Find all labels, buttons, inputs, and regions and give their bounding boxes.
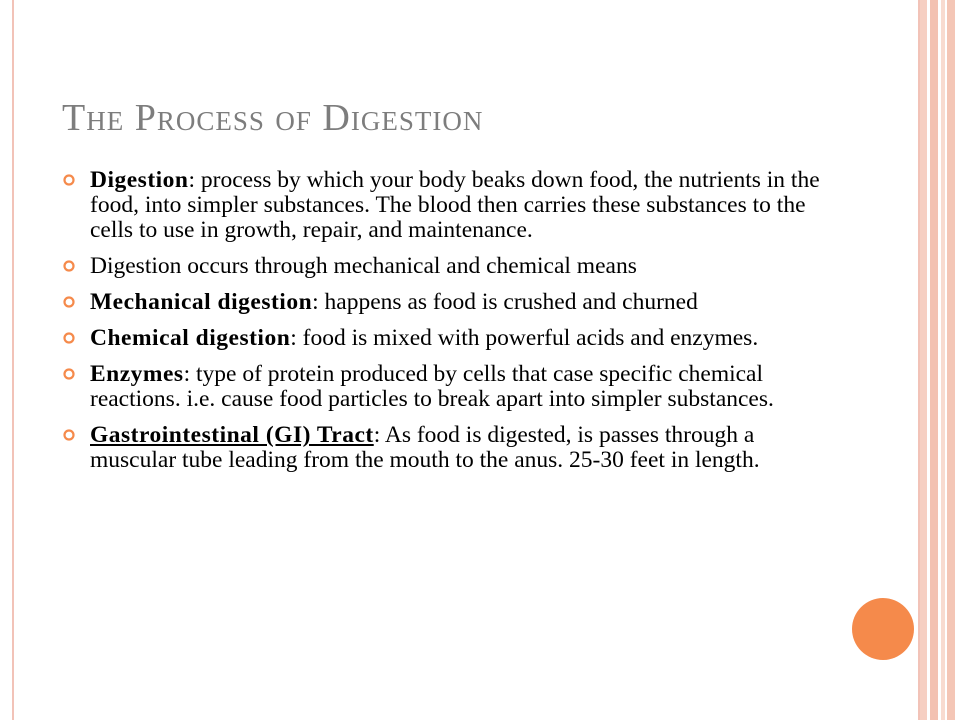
bullet-term: Enzymes	[90, 361, 184, 387]
stripe	[947, 0, 955, 720]
bullet-text: Digestion occurs through mechanical and chemical means	[90, 253, 637, 279]
decorative-stripes	[920, 0, 960, 720]
stripe	[941, 0, 945, 720]
bullet-list	[62, 168, 832, 484]
open-circle-bullet-icon	[62, 254, 76, 279]
bullet-item	[62, 362, 832, 412]
bullet-text: : As food is digested, is passes through a muscular tube leading from the mouth to the anus. 25-30 feet in length.	[90, 422, 760, 473]
open-circle-bullet-icon	[62, 362, 76, 387]
bullet-text: : type of protein produced by cells that case specific chemical reactions. i.e. cause food particles to break apart into simpler substances.	[90, 361, 774, 412]
bullet-text: : process by which your body beaks down food, the nutrients in the food, into simpler substances. The blood then carries these substances to the cells to use in growth, repair, and maintenance.	[90, 167, 820, 243]
bullet-term: Chemical digestion	[90, 325, 291, 351]
bullet-text: : happens as food is crushed and churned	[312, 289, 698, 315]
bullet-item	[62, 326, 832, 351]
bullet-item	[62, 290, 832, 315]
accent-circle	[852, 598, 914, 660]
bullet-term: Digestion	[90, 167, 189, 193]
bullet-term: Mechanical digestion	[90, 289, 313, 315]
open-circle-bullet-icon	[62, 423, 76, 448]
bullet-term: Gastrointestinal (GI) Tract	[90, 422, 374, 448]
stripe	[930, 0, 938, 720]
stripe	[920, 0, 927, 720]
slide-title: The Process of Digestion	[62, 97, 484, 139]
bullet-item	[62, 168, 832, 243]
open-circle-bullet-icon	[62, 290, 76, 315]
bullet-text: : food is mixed with powerful acids and enzymes.	[290, 325, 759, 351]
bullet-item	[62, 254, 832, 279]
bullet-item	[62, 423, 832, 473]
open-circle-bullet-icon	[62, 168, 76, 193]
open-circle-bullet-icon	[62, 326, 76, 351]
